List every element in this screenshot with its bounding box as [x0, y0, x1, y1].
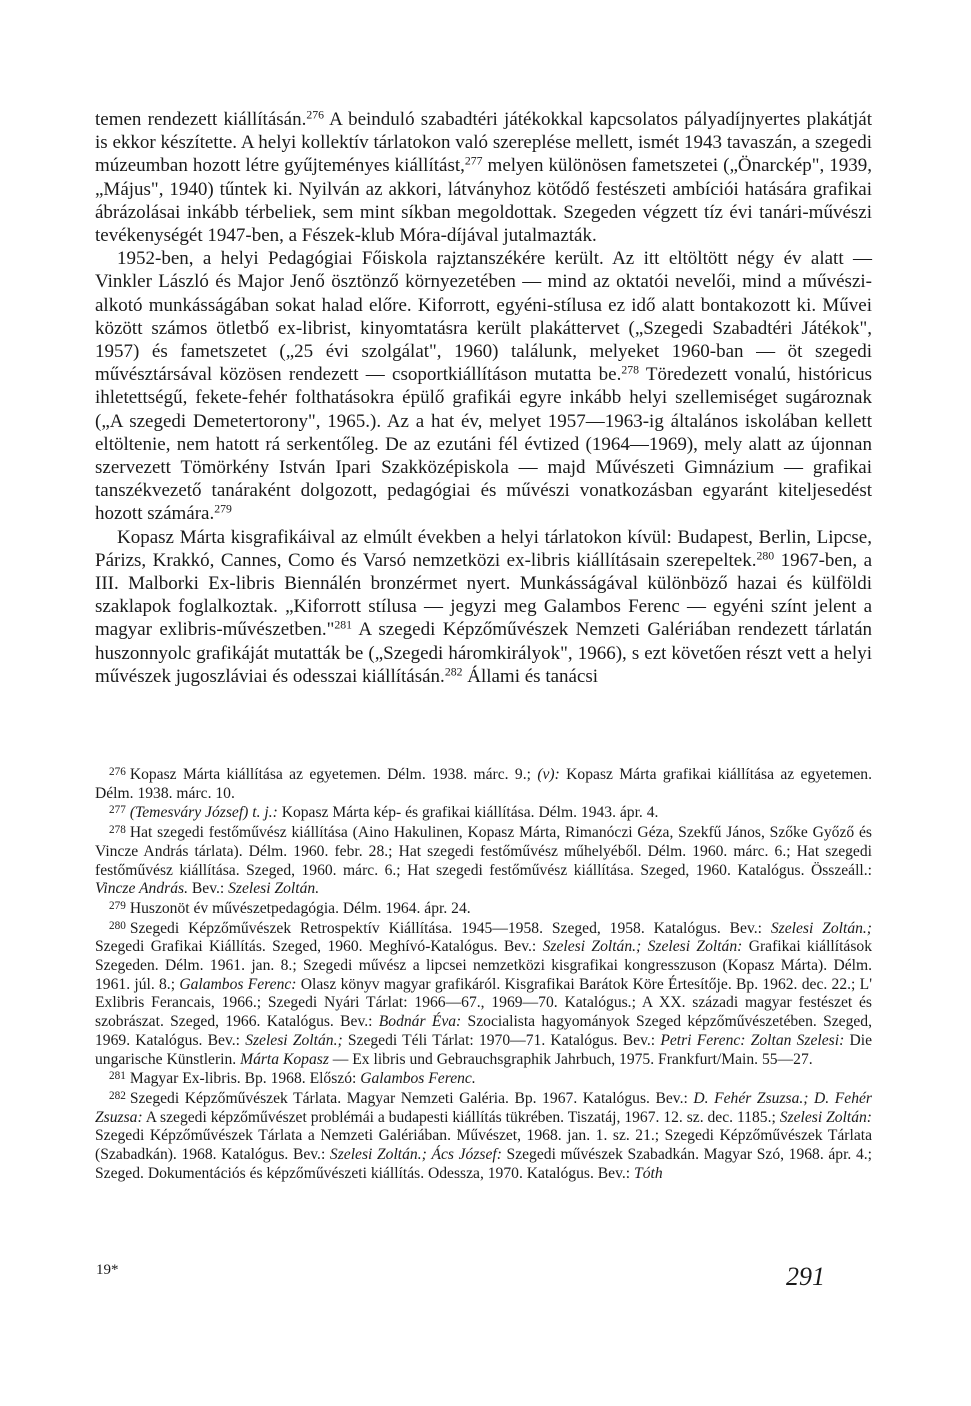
- page-number: 291: [786, 1262, 825, 1291]
- footnote-ref-278[interactable]: 278: [621, 363, 639, 377]
- footnote-278: $^{278}$ Hat szegedi festőművész kiállítása (Aino Hakulinen, Kopasz Márta, Rimanóczi Géza, Szekfű János, Szőke Győző és Vincze András tárlata). Délm. 1960. febr. 28.; Hat szegedi festőművész műhelyéből. Délm. 1960. márc. 6.; Hat szegedi festőművész kiállítása. Szeged, 1960. márc. 6.; Hat szegedi festőművész kiállítása. Szeged, 1960. Katalógus. Összeáll.: Vincze András. Bev.: Szelesi Zoltán.: [95, 824, 872, 898]
- footnote-276: $^{276}$ Kopasz Márta kiállítása az egyetemen. Délm. 1938. márc. 9.; (v): Kopasz Márta grafikai kiállítása az egyetemen. Délm. 1938. márc. 10.: [95, 766, 872, 802]
- footnote-ref-277[interactable]: 277: [464, 154, 483, 168]
- paragraph-2: 1952-ben, a helyi Pedagógiai Főiskola rajztanszékére került. Az itt eltöltött négy év alatt — Vinkler László és Major Jenő ösztönző környezetében — mind az oktatói nevelői, mind a művészi-alkotó munkásságában sokat halad előre. Kiforrott, egyéni-stílusa ez idő alatt bontakozott ki. Művei között számos ötletbő ex-librist, kinyomtatásra került plakáttervet („Szegedi Szabadtéri Játékok", 1957) és fametszetet („25 évi szolgálat", 1960) találunk, melyeket 1960-ban — öt szegedi művésztársával közösen rendezett — csoportkiállításon mutatta be.$^{278}$ Töredezett vonalú, históricus ihletettségű, fekete-fehér folthatásokra épülő grafikái egyre inkább helyi szellemiséget sugároznak („A szegedi Demetertorony", 1965.). Az a hat év, melyet 1957—1963-ig általános iskolában kellett eltöltenie, nem hatott rá serkentőleg. De az ezutáni fél évtized (1964—1969), mely alatt az újonnan szervezett Tömörkény István Ipari Szakközépiskola — majd Művészeti Gimnázium — grafikai tanszékvezető tanáraként dolgozott, pedagógiai és művészi vonatkozásban egyaránt kiteljesedést hozott számára.$^{279}$: [95, 248, 872, 525]
- footnote-ref-282[interactable]: 282: [444, 665, 463, 679]
- paragraph-3: Kopasz Márta kisgrafikáival az elmúlt években a helyi tárlatokon kívül: Budapest, Berlin, Lipcse, Párizs, Krakkó, Cannes, Como és Varsó nemzetközi ex-libris kiállításain szerepeltek.$^{280}$ 1967-ben, a III. Malborki Ex-libris Biennálén bronzérmet nyert. Munkásságával különböző hazai és külföldi szaklapok foglalkoztak. „Kiforrott stílusa — jegyzi meg Galambos Ferenc — egyéni színt jelent a magyar exlibris-művészetben."$^{281}$ A szegedi Képzőművészek Nemzeti Galériában rendezett tárlatán huszonnyolc grafikáját mutatták be („Szegedi háromkirályok", 1966), s ezt követően részt vett a helyi művészek jugoszláviai és odesszai kiállításán.$^{282}$ Állami és tanácsi: [95, 526, 873, 687]
- footnote-277: $^{277}$ (Temesváry József) t. j.: Kopasz Márta kép- és grafikai kiállítása. Délm. 1943. ápr. 4.: [109, 804, 659, 822]
- footnote-281: $^{281}$ Magyar Ex-libris. Bp. 1968. Előszó: Galambos Ferenc.: [109, 1070, 476, 1088]
- footnote-ref-281[interactable]: 281: [334, 619, 353, 632]
- footnote-ref-279[interactable]: 279: [214, 502, 232, 516]
- footnotes: [95, 766, 872, 1184]
- footnote-279: $^{279}$ Huszonöt év művészetpedagógia. Délm. 1964. ápr. 24.: [109, 899, 471, 917]
- footnote-ref-276[interactable]: 276: [306, 108, 324, 122]
- footnote-282: $^{282}$ Szegedi Képzőművészek Tárlata. Magyar Nemzeti Galéria. Bp. 1967. Katalógus. Bev.: D. Fehér Zsuzsa.; D. Fehér Zsuzsa: A szegedi képzőművészet problémái a budapesti kiállítás tükrében. Tiszatáj, 1967. 12. sz. dec. 1185.; Szelesi Zoltán: Szegedi Képzőművészek Tárlata a Nemzeti Galériában. Művészet, 1968. jan. 1. sz. 21.; Szegedi Képzőművészek Tárlata (Szabadkán). 1968. Katalógus. Bev.: Szelesi Zoltán.; Ács József: Szegedi művészek Szabadkán. Magyar Szó, 1968. ápr. 4.; Szeged. Dokumentációs és képzőművészeti kiállítás. Odessza, 1970. Katalógus. Bev.: Tóth: [95, 1089, 872, 1182]
- paragraph-1: temen rendezett kiállításán.$^{276}$ A beinduló szabadtéri játékokkal kapcsolatos pályadíjnyertes plakátját is ekkor készítette. A helyi kollektív tárlatokon való szereplése mellett, ismét 1943 tavaszán, a szegedi múzeumban hozott létre gyűjteményes kiállítást,$^{277}$ melyen különösen fametszetei („Önarckép", 1939, „Május", 1940) tűntek ki. Nyilván az akkori, látványhoz kötődő festészeti ambíciói hatására grafikai ábrázolásai inkább térbeliek, sem mint síkban megoldottak. Szegeden végzett tíz évi tanári-művészi tevékenységét 1947-ben, a Fészek-klub Móra-díjával jutalmazták.: [95, 108, 872, 247]
- main-text: [95, 108, 872, 688]
- footnote-280: $^{280}$ Szegedi Képzőművészek Retrospektív Kiállítása. 1945—1958. Szeged, 1958. Katalógus. Bev.: Szelesi Zoltán.; Szegedi Grafikai Kiállítás. Szeged, 1960. Meghívó-Katalógus. Bev.: Szelesi Zoltán.; Szelesi Zoltán: Grafikai kiállítások Szegeden. Délm. 1961. jan. 8.; Szegedi művész a lipcsei nemzetközi kisgrafikai kongresszuson (Kopasz Márta). Délm. 1961. júl. 8.; Galambos Ferenc: Olasz könyv magyar grafikáról. Kisgrafikai Barátok Köre Értesítője. Bp. 1962. dec. 22.; L' Exlibris Ferancais, 1966.; Szegedi Nyári Tárlat: 1966—67., 1969—70. Katalógus.; A XX. századi magyar festészet és szobrászat. Szeged, 1966. Katalógus. Bev.: Bodnár Éva: Szocialista hagyományok Szeged képzőművészetében. Szeged, 1969. Katalógus. Bev.: Szelesi Zoltán.; Szegedi Téli Tárlat: 1970—71. Katalógus. Bev.: Petri Ferenc: Zoltan Szelesi: Die ungarische Künstlerin. Márta Kopasz — Ex libris und Gebrauchsgraphik Jahrbuch, 1975. Frankfurt/Main. 55—27.: [95, 919, 873, 1068]
- footnote-ref-280[interactable]: 280: [756, 549, 775, 563]
- signature-mark: 19*: [96, 1262, 119, 1278]
